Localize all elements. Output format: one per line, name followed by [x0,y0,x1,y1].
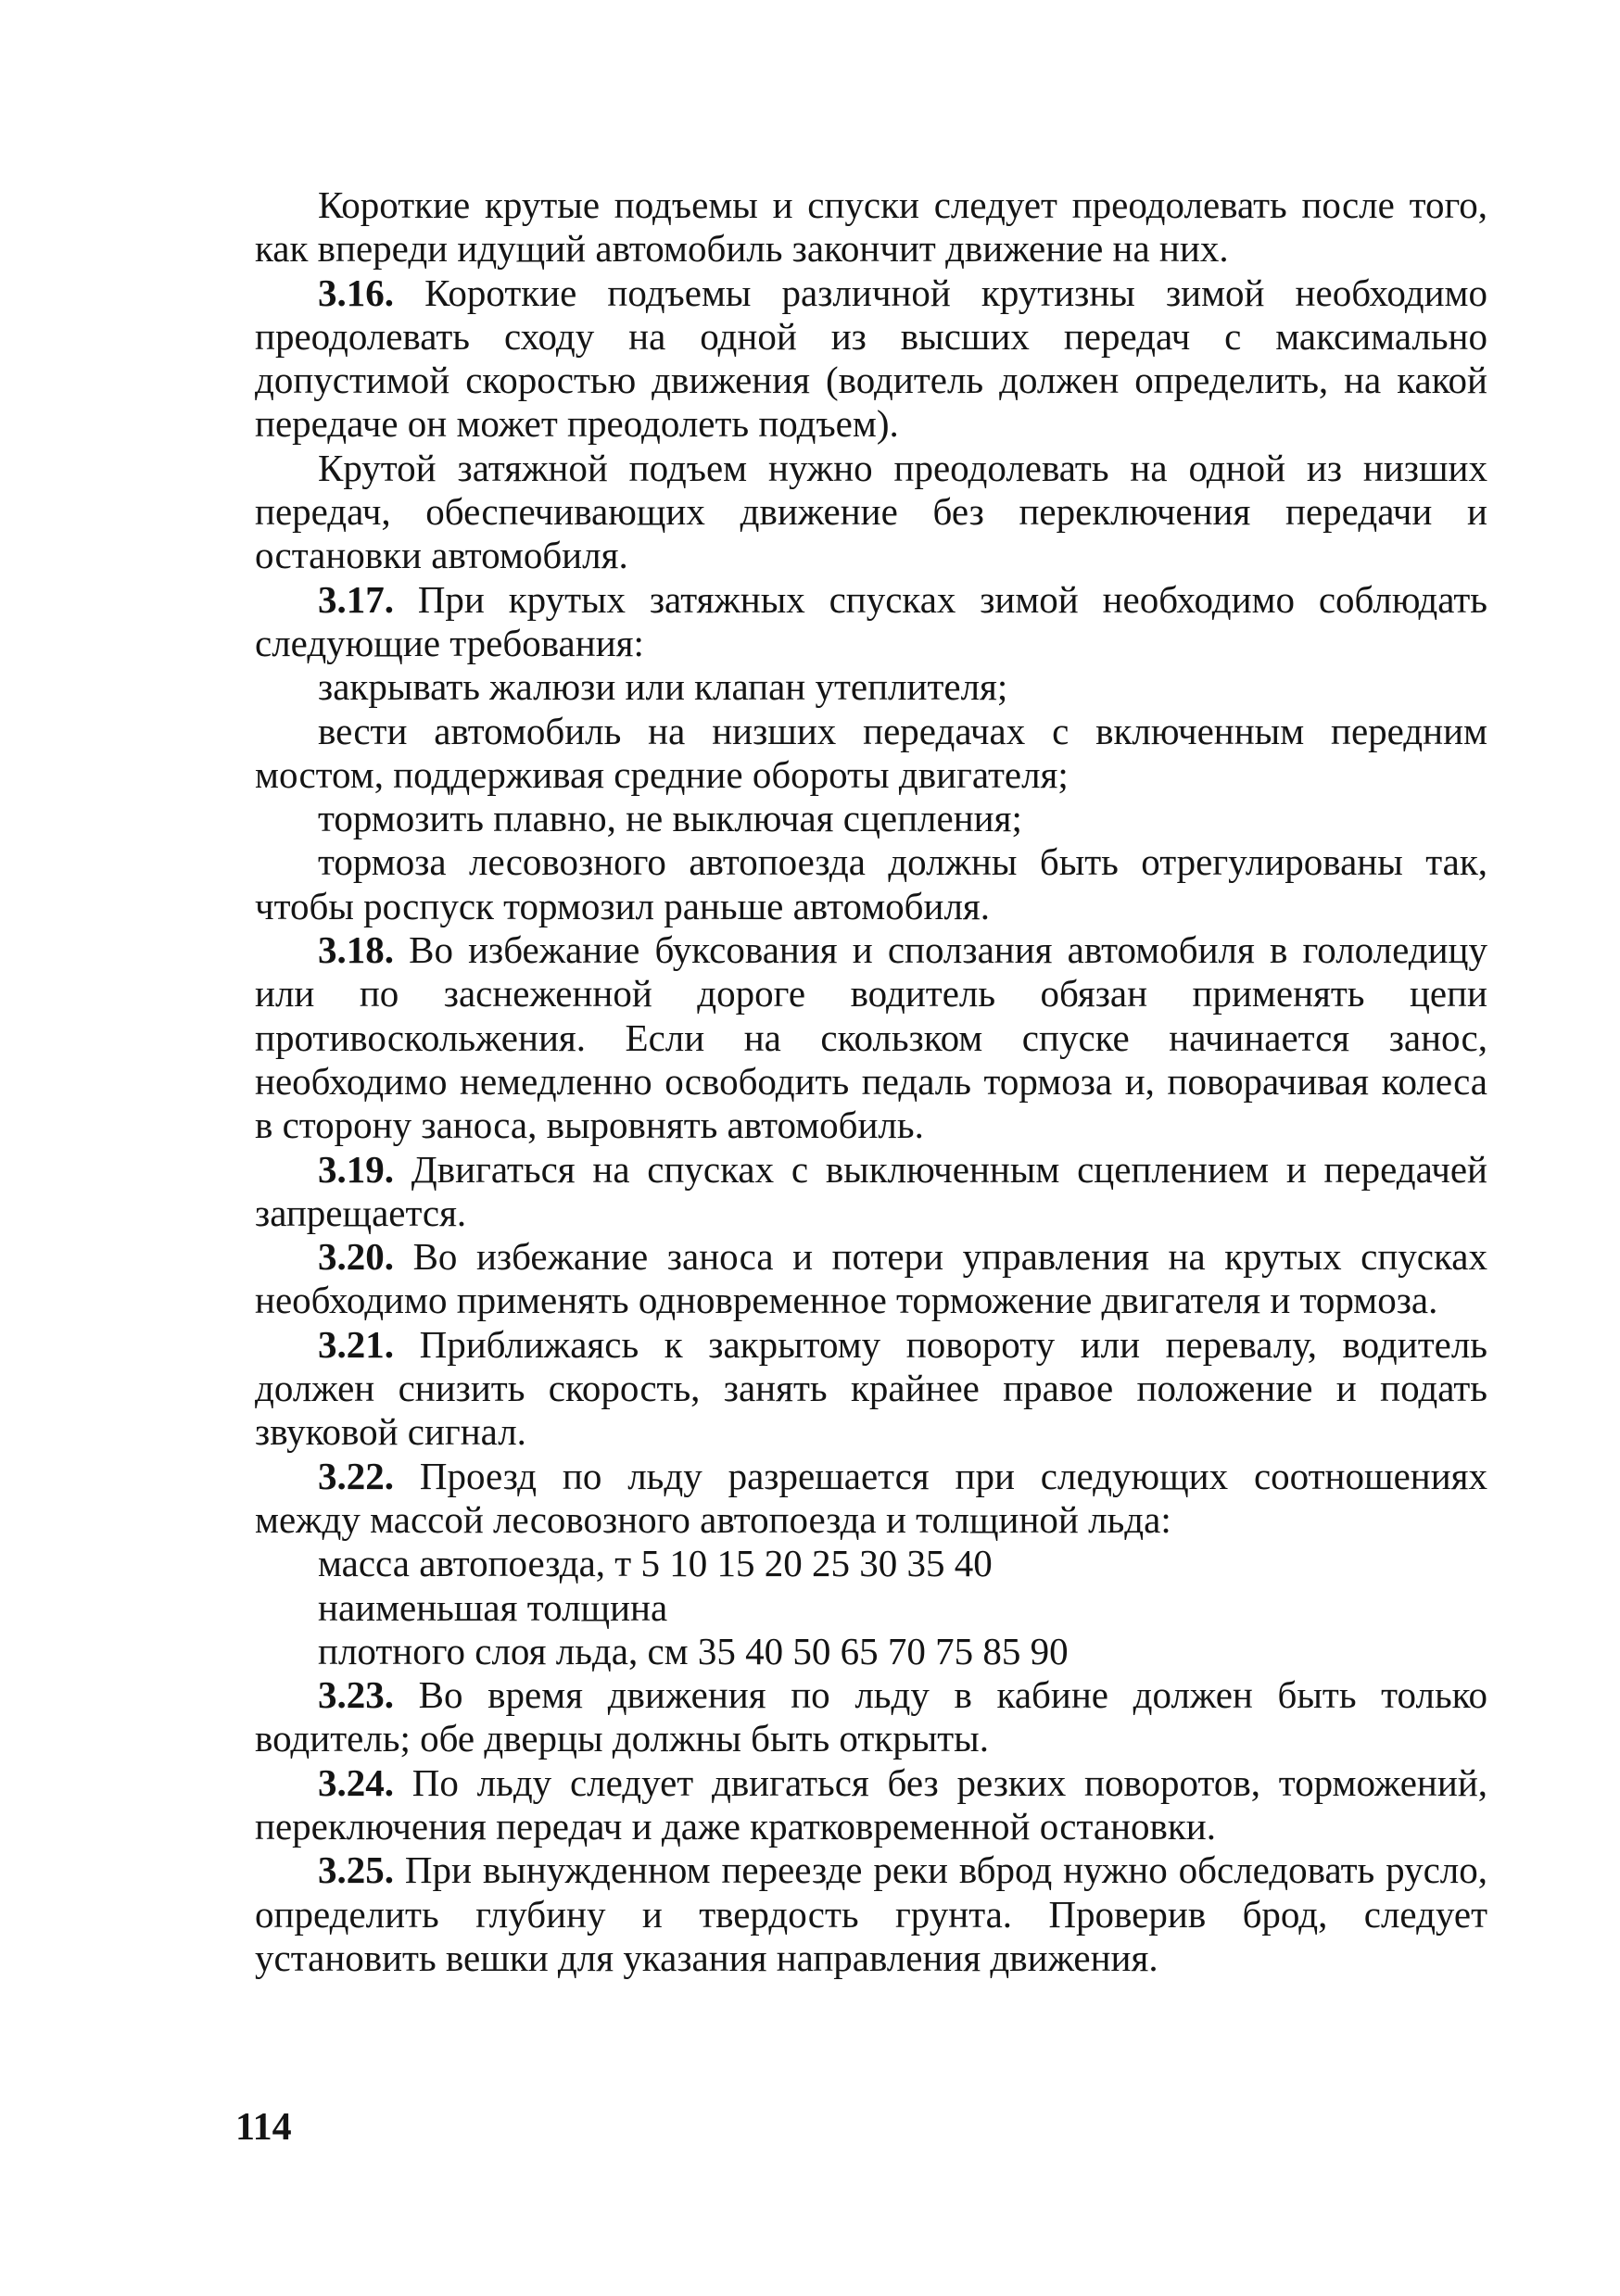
paragraph [255,183,1487,271]
paragraph-text: По льду следует двигаться без резких поворотов, торможений, переключения передач и даже кратковременной остановки. [255,1760,1488,1848]
paragraph-text: тормоза лесовозного автопоезда должны быть отрегулированы так, чтобы роспуск тормозил раньше автомобиля. [255,840,1487,927]
paragraph [255,1235,1487,1323]
paragraph-text: закрывать жалюзи или клапан утеплителя; [318,665,1008,709]
paragraph-text: тормозить плавно, не выключая сцепления; [318,797,1022,840]
paragraph-text: При вынужденном переезде реки вброд нужно обследовать русло, определить глубину и твердость грунта. Проверив брод, следует установить вешки для указания направления движения. [255,1848,1487,1979]
section-number: 3.19. [318,1147,394,1191]
section-number: 3.17. [318,577,394,621]
section-number: 3.25. [318,1848,394,1892]
paragraph-text: Короткие подъемы различной крутизны зимой необходимо преодолевать сходу на одной из высших передач с максимально допустимой скоростью движения (водитель должен определить, на какой передаче он может преодолеть подъем). [255,271,1487,446]
paragraph-text: Во избежание заноса и потери управления на крутых спусках необходимо применять одновременное торможение двигателя и тормоза. [255,1235,1487,1322]
paragraph [255,710,1487,798]
paragraph [255,928,1487,1147]
paragraph-text: Короткие крутые подъемы и спуски следует преодолевать после того, как впереди идущий автомобиль закончит движение на них. [255,183,1487,271]
paragraph-text: Приближаясь к закрытому повороту или перевалу, водитель должен снизить скорость, занять крайнее правое положение и подать звуковой сигнал. [255,1322,1487,1454]
paragraph-text: наименьшая толщина [318,1585,668,1629]
paragraph [255,1148,1487,1236]
paragraph [255,271,1487,447]
paragraph-text: Проезд по льду разрешается при следующих соотношениях между массой лесовозного автопоезда и толщиной льда: [255,1454,1488,1541]
paragraph-text: Крутой затяжной подъем нужно преодолевать на одной из низших передач, обеспечивающих движение без переключения передачи и остановки автомобиля. [255,446,1487,577]
paragraph [255,578,1487,666]
section-number: 3.24. [318,1760,394,1804]
paragraph [255,840,1487,928]
section-number: 3.23. [318,1673,394,1717]
paragraph-text: Во избежание буксования и сползания автомобиля в гололедицу или по заснеженной дороге водитель обязан применять цепи противоскольжения. Если на скользком спуске начинается занос, необходимо немедленно освободить педаль тормоза и, поворачивая колеса в сторону заноса, выровнять автомобиль. [255,928,1487,1147]
paragraph [255,665,1487,709]
table-line [255,1630,1487,1673]
table-line [255,1586,1487,1630]
paragraph [255,1323,1487,1455]
paragraph [255,1848,1487,1980]
paragraph [255,447,1487,578]
paragraph-text: Двигаться на спусках с выключенным сцеплением и передачей запрещается. [255,1147,1487,1234]
section-number: 3.20. [318,1235,394,1279]
paragraph [255,1673,1487,1761]
section-number: 3.16. [318,271,394,314]
page-number: 114 [235,2106,292,2149]
paragraph-text: При крутых затяжных спусках зимой необходимо соблюдать следующие требования: [255,577,1487,664]
paragraph-text: масса автопоезда, т 5 10 15 20 25 30 35 40 [318,1542,993,1585]
paragraph [255,1761,1487,1849]
paragraph-text: вести автомобиль на низших передачах с включенным передним мостом, поддерживая средние обороты двигателя; [255,709,1487,796]
paragraph [255,797,1487,840]
section-number: 3.18. [318,928,394,972]
section-number: 3.21. [318,1322,394,1366]
body-text [255,183,1487,1980]
paragraph-text: плотного слоя льда, см 35 40 50 65 70 75 85 90 [318,1629,1069,1672]
paragraph-text: Во время движения по льду в кабине должен быть только водитель; обе дверцы должны быть открыты. [255,1673,1488,1760]
table-line [255,1542,1487,1585]
paragraph [255,1455,1487,1543]
section-number: 3.22. [318,1454,394,1497]
